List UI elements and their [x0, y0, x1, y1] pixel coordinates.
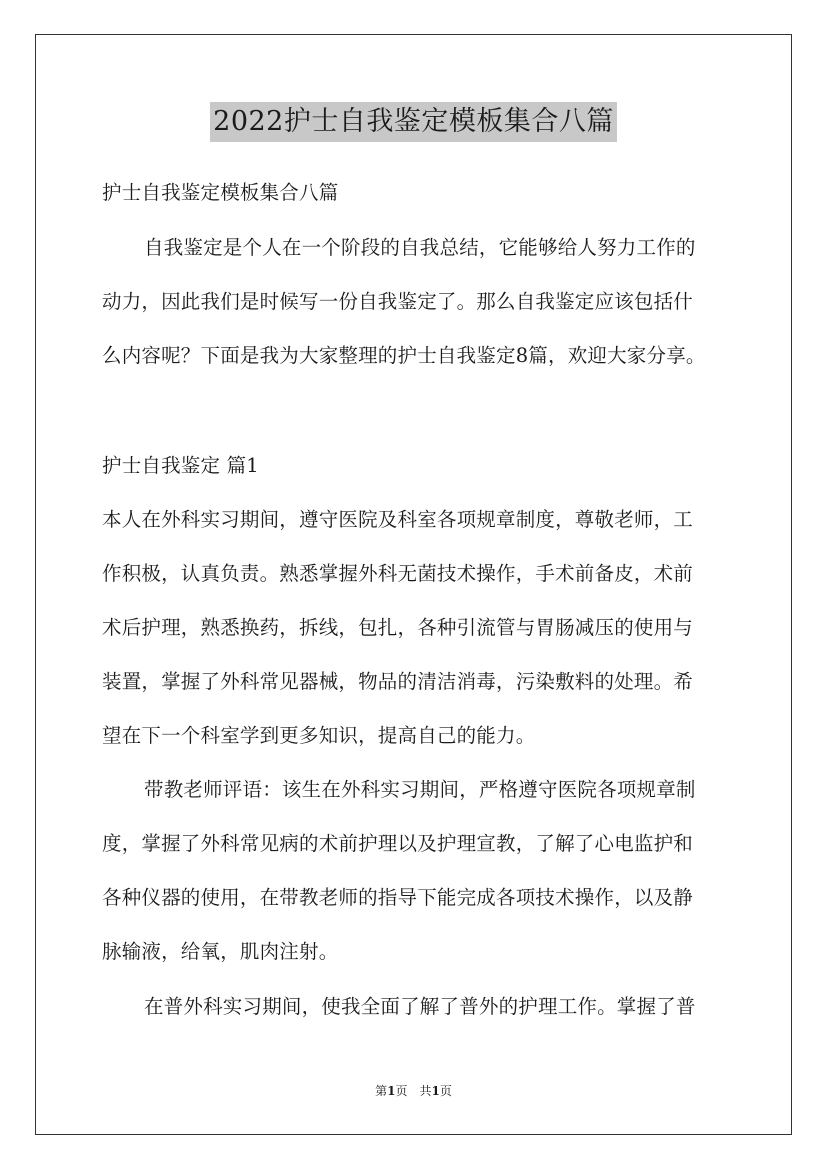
footer-prefix: 第	[375, 1084, 388, 1098]
paragraph-line: 本人在外科实习期间，遵守医院及科室各项规章制度，尊敬老师，工	[102, 508, 694, 531]
footer-current-page: 1	[387, 1084, 396, 1098]
paragraph-line: 带教老师评语：该生在外科实习期间，严格遵守医院各项规章制	[144, 778, 696, 801]
page-footer	[0, 1082, 827, 1100]
intro-line: 么内容呢？下面是我为大家整理的护士自我鉴定8篇，欢迎大家分享。	[102, 344, 706, 367]
paragraph-line: 作积极，认真负责。熟悉掌握外科无菌技术操作，手术前备皮，术前	[102, 562, 694, 585]
paragraph-line: 在普外科实习期间，使我全面了解了普外的护理工作。掌握了普	[144, 995, 696, 1018]
footer-mid: 页 共	[395, 1084, 432, 1098]
section-heading: 护士自我鉴定 篇1	[102, 454, 259, 477]
title-container	[0, 102, 827, 142]
document-subtitle: 护士自我鉴定模板集合八篇	[102, 181, 339, 204]
paragraph-line: 望在下一个科室学到更多知识，提高自己的能力。	[102, 724, 536, 747]
paragraph-line: 术后护理，熟悉换药，拆线，包扎，各种引流管与胃肠减压的使用与	[102, 616, 694, 639]
paragraph-line: 各种仪器的使用，在带教老师的指导下能完成各项技术操作，以及静	[102, 886, 694, 909]
intro-line: 自我鉴定是个人在一个阶段的自我总结，它能够给人努力工作的	[144, 236, 696, 259]
paragraph-line: 度，掌握了外科常见病的术前护理以及护理宣教，了解了心电监护和	[102, 832, 694, 855]
paragraph-line: 脉输液，给氧，肌肉注射。	[102, 940, 339, 963]
paragraph-line: 装置，掌握了外科常见器械，物品的清洁消毒，污染敷料的处理。希	[102, 670, 694, 693]
intro-line: 动力，因此我们是时候写一份自我鉴定了。那么自我鉴定应该包括什	[102, 290, 694, 313]
footer-total-pages: 1	[431, 1084, 440, 1098]
footer-suffix: 页	[439, 1084, 452, 1098]
document-title: 2022护士自我鉴定模板集合八篇	[210, 102, 617, 142]
